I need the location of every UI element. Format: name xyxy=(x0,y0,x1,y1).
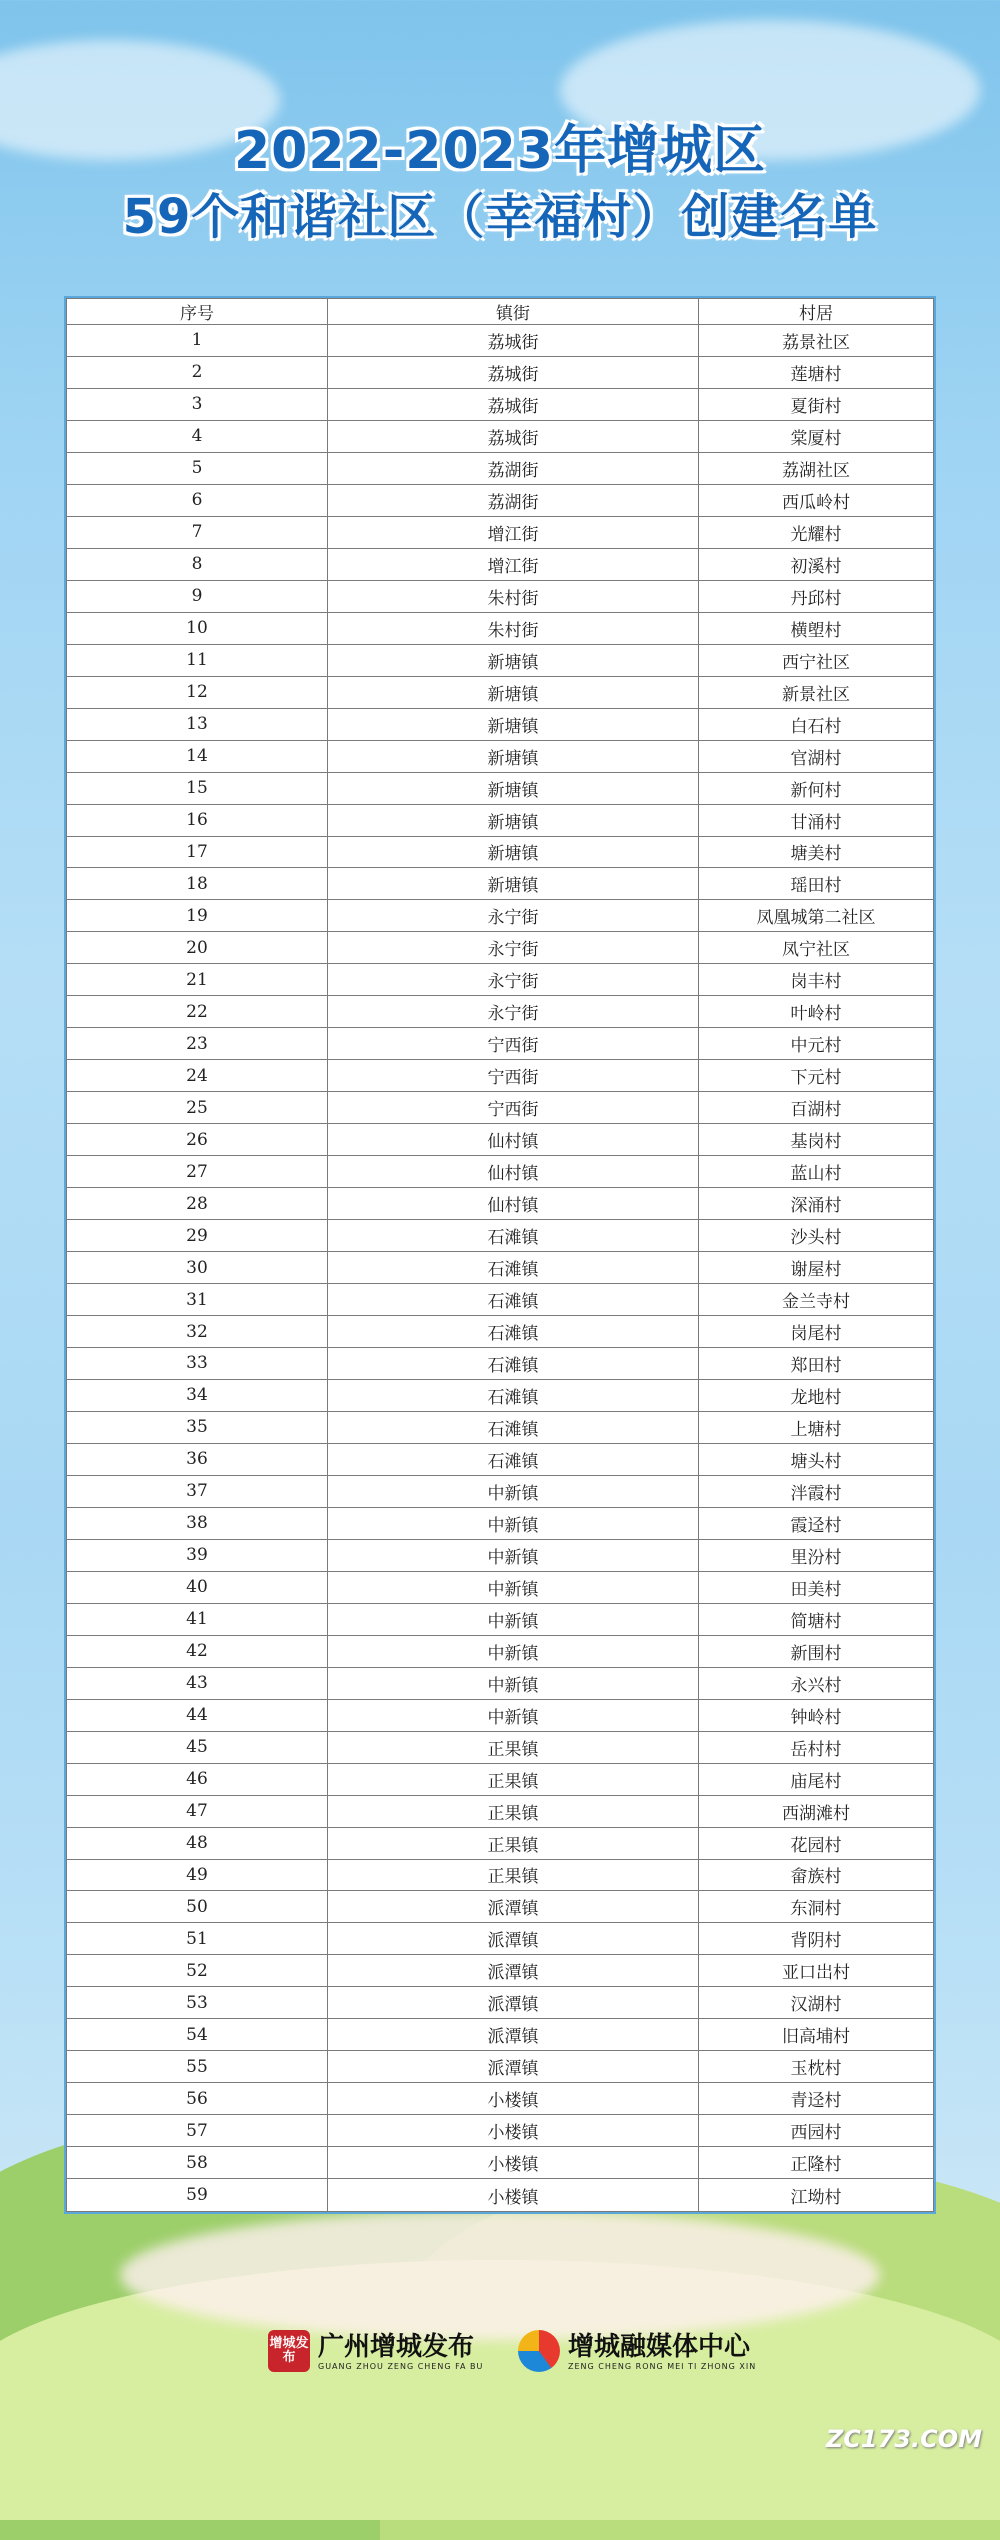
cell-town: 石滩镇 xyxy=(328,1284,699,1316)
cell-town: 中新镇 xyxy=(328,1699,699,1731)
cell-town: 朱村街 xyxy=(328,580,699,612)
cell-town: 中新镇 xyxy=(328,1667,699,1699)
cell-village: 背阴村 xyxy=(699,1923,934,1955)
cell-serial: 21 xyxy=(67,964,328,996)
title-line-1: 2022-2023年增城区 xyxy=(233,121,767,181)
table-row xyxy=(67,1859,934,1891)
cell-town: 派潭镇 xyxy=(328,1987,699,2019)
title-line-2: 59个和谐社区（幸福村）创建名单 xyxy=(122,189,878,245)
logo1-name: 广州增城发布 xyxy=(318,2331,475,2362)
cell-town: 宁西街 xyxy=(328,1060,699,1092)
cell-serial: 33 xyxy=(67,1348,328,1380)
table-row xyxy=(67,1891,934,1923)
cell-serial: 1 xyxy=(67,325,328,357)
cell-town: 增江街 xyxy=(328,516,699,548)
table-row xyxy=(67,868,934,900)
cell-town: 新塘镇 xyxy=(328,804,699,836)
cell-village: 里汾村 xyxy=(699,1539,934,1571)
cell-village: 深涌村 xyxy=(699,1188,934,1220)
cell-village: 东洞村 xyxy=(699,1891,934,1923)
cell-village: 新何村 xyxy=(699,772,934,804)
table-row xyxy=(67,612,934,644)
cell-village: 莲塘村 xyxy=(699,356,934,388)
cell-town: 正果镇 xyxy=(328,1859,699,1891)
cell-town: 石滩镇 xyxy=(328,1411,699,1443)
cell-town: 石滩镇 xyxy=(328,1316,699,1348)
cell-town: 永宁街 xyxy=(328,964,699,996)
cell-village: 百湖村 xyxy=(699,1092,934,1124)
cell-village: 西宁社区 xyxy=(699,644,934,676)
table-row xyxy=(67,1252,934,1284)
table-row xyxy=(67,1284,934,1316)
cell-town: 石滩镇 xyxy=(328,1220,699,1252)
cell-village: 沙头村 xyxy=(699,1220,934,1252)
cell-village: 新景社区 xyxy=(699,676,934,708)
cell-town: 小楼镇 xyxy=(328,2115,699,2147)
cell-village: 霞迳村 xyxy=(699,1507,934,1539)
table-row xyxy=(67,452,934,484)
zengcheng-release-logo xyxy=(268,2330,483,2372)
table-row xyxy=(67,1507,934,1539)
cell-town: 石滩镇 xyxy=(328,1379,699,1411)
cell-village: 西湖滩村 xyxy=(699,1795,934,1827)
cell-serial: 16 xyxy=(67,804,328,836)
cell-town: 石滩镇 xyxy=(328,1443,699,1475)
cell-town: 宁西街 xyxy=(328,1028,699,1060)
cell-town: 新塘镇 xyxy=(328,836,699,868)
cell-serial: 26 xyxy=(67,1124,328,1156)
table-row xyxy=(67,1955,934,1987)
cell-serial: 45 xyxy=(67,1731,328,1763)
cell-village: 金兰寺村 xyxy=(699,1284,934,1316)
cell-serial: 39 xyxy=(67,1539,328,1571)
cell-town: 荔城街 xyxy=(328,356,699,388)
cell-serial: 24 xyxy=(67,1060,328,1092)
table-row xyxy=(67,1316,934,1348)
cell-serial: 36 xyxy=(67,1443,328,1475)
swirl-logo-icon xyxy=(518,2330,560,2372)
table-row xyxy=(67,1156,934,1188)
cell-village: 棠厦村 xyxy=(699,420,934,452)
cell-village: 叶岭村 xyxy=(699,996,934,1028)
cell-serial: 50 xyxy=(67,1891,328,1923)
cell-town: 中新镇 xyxy=(328,1603,699,1635)
cell-serial: 10 xyxy=(67,612,328,644)
page-title xyxy=(0,118,1000,250)
table-row xyxy=(67,580,934,612)
table-row xyxy=(67,1379,934,1411)
table-row xyxy=(67,356,934,388)
cell-serial: 35 xyxy=(67,1411,328,1443)
cell-serial: 15 xyxy=(67,772,328,804)
table-row xyxy=(67,1092,934,1124)
table-row xyxy=(67,1220,934,1252)
table-row xyxy=(67,1795,934,1827)
cell-serial: 14 xyxy=(67,740,328,772)
cell-village: 荔景社区 xyxy=(699,325,934,357)
cell-town: 仙村镇 xyxy=(328,1188,699,1220)
cell-serial: 53 xyxy=(67,1987,328,2019)
table-row xyxy=(67,1923,934,1955)
table-row xyxy=(67,1699,934,1731)
cell-village: 汉湖村 xyxy=(699,1987,934,2019)
cell-village: 钟岭村 xyxy=(699,1699,934,1731)
cell-serial: 9 xyxy=(67,580,328,612)
cell-town: 派潭镇 xyxy=(328,1923,699,1955)
cell-town: 新塘镇 xyxy=(328,644,699,676)
cell-village: 中元村 xyxy=(699,1028,934,1060)
logo2-name: 增城融媒体中心 xyxy=(568,2331,751,2362)
table-row xyxy=(67,1411,934,1443)
cell-town: 中新镇 xyxy=(328,1475,699,1507)
table-row xyxy=(67,1348,934,1380)
cell-town: 正果镇 xyxy=(328,1763,699,1795)
cell-village: 旧高埔村 xyxy=(699,2019,934,2051)
table-row xyxy=(67,548,934,580)
watermark: ZC173.COM xyxy=(825,2425,982,2453)
cell-village: 正隆村 xyxy=(699,2147,934,2179)
table-row xyxy=(67,2147,934,2179)
cell-village: 谢屋村 xyxy=(699,1252,934,1284)
cell-serial: 13 xyxy=(67,708,328,740)
cell-village: 基岗村 xyxy=(699,1124,934,1156)
cell-village: 光耀村 xyxy=(699,516,934,548)
table-body xyxy=(67,325,934,2212)
cell-village: 凤宁社区 xyxy=(699,932,934,964)
cell-serial: 2 xyxy=(67,356,328,388)
cell-serial: 56 xyxy=(67,2083,328,2115)
cell-town: 石滩镇 xyxy=(328,1252,699,1284)
table-row xyxy=(67,1635,934,1667)
table-row xyxy=(67,1060,934,1092)
cell-town: 荔城街 xyxy=(328,420,699,452)
cell-town: 派潭镇 xyxy=(328,1955,699,1987)
cell-village: 初溪村 xyxy=(699,548,934,580)
cell-village: 下元村 xyxy=(699,1060,934,1092)
cell-serial: 32 xyxy=(67,1316,328,1348)
cell-town: 荔湖街 xyxy=(328,452,699,484)
table-row xyxy=(67,996,934,1028)
cell-serial: 55 xyxy=(67,2051,328,2083)
cell-village: 永兴村 xyxy=(699,1667,934,1699)
cell-village: 泮霞村 xyxy=(699,1475,934,1507)
cell-town: 荔湖街 xyxy=(328,484,699,516)
table-row xyxy=(67,388,934,420)
table-row xyxy=(67,1571,934,1603)
cell-village: 青迳村 xyxy=(699,2083,934,2115)
cell-village: 丹邱村 xyxy=(699,580,934,612)
cell-town: 中新镇 xyxy=(328,1571,699,1603)
cell-town: 宁西街 xyxy=(328,1092,699,1124)
cell-serial: 40 xyxy=(67,1571,328,1603)
cell-serial: 22 xyxy=(67,996,328,1028)
cell-town: 荔城街 xyxy=(328,325,699,357)
table-row xyxy=(67,772,934,804)
cell-town: 石滩镇 xyxy=(328,1348,699,1380)
table-row xyxy=(67,1028,934,1060)
cell-town: 正果镇 xyxy=(328,1795,699,1827)
cell-serial: 41 xyxy=(67,1603,328,1635)
table-row xyxy=(67,1827,934,1859)
cell-serial: 34 xyxy=(67,1379,328,1411)
cell-village: 夏街村 xyxy=(699,388,934,420)
cell-town: 派潭镇 xyxy=(328,1891,699,1923)
cell-town: 新塘镇 xyxy=(328,708,699,740)
table-row xyxy=(67,2115,934,2147)
logo2-pinyin: ZENG CHENG RONG MEI TI ZHONG XIN xyxy=(568,2361,757,2371)
cell-village: 塘头村 xyxy=(699,1443,934,1475)
cell-town: 小楼镇 xyxy=(328,2083,699,2115)
cell-village: 凤凰城第二社区 xyxy=(699,900,934,932)
table-row xyxy=(67,2179,934,2212)
cell-village: 庙尾村 xyxy=(699,1763,934,1795)
cell-serial: 42 xyxy=(67,1635,328,1667)
cell-serial: 23 xyxy=(67,1028,328,1060)
cell-serial: 54 xyxy=(67,2019,328,2051)
cell-serial: 58 xyxy=(67,2147,328,2179)
cell-village: 荔湖社区 xyxy=(699,452,934,484)
table-row xyxy=(67,516,934,548)
cell-village: 岗尾村 xyxy=(699,1316,934,1348)
cell-village: 官湖村 xyxy=(699,740,934,772)
cell-town: 朱村街 xyxy=(328,612,699,644)
cell-serial: 38 xyxy=(67,1507,328,1539)
cell-serial: 11 xyxy=(67,644,328,676)
cell-town: 永宁街 xyxy=(328,996,699,1028)
cell-serial: 30 xyxy=(67,1252,328,1284)
cell-village: 塘美村 xyxy=(699,836,934,868)
cell-village: 岳村村 xyxy=(699,1731,934,1763)
footer xyxy=(0,2330,1000,2400)
cell-serial: 59 xyxy=(67,2179,328,2212)
table-row xyxy=(67,1731,934,1763)
table-row xyxy=(67,836,934,868)
cell-town: 仙村镇 xyxy=(328,1156,699,1188)
cell-village: 龙地村 xyxy=(699,1379,934,1411)
cell-town: 新塘镇 xyxy=(328,772,699,804)
cell-serial: 8 xyxy=(67,548,328,580)
cell-village: 甘涌村 xyxy=(699,804,934,836)
cell-village: 横塱村 xyxy=(699,612,934,644)
cell-village: 西园村 xyxy=(699,2115,934,2147)
cell-serial: 17 xyxy=(67,836,328,868)
header-village: 村居 xyxy=(699,299,934,325)
cell-serial: 28 xyxy=(67,1188,328,1220)
table-row xyxy=(67,325,934,357)
table-row xyxy=(67,1443,934,1475)
cell-town: 派潭镇 xyxy=(328,2051,699,2083)
cell-serial: 27 xyxy=(67,1156,328,1188)
cell-serial: 29 xyxy=(67,1220,328,1252)
cell-serial: 46 xyxy=(67,1763,328,1795)
cell-village: 新围村 xyxy=(699,1635,934,1667)
cell-village: 西瓜岭村 xyxy=(699,484,934,516)
cell-town: 仙村镇 xyxy=(328,1124,699,1156)
cell-village: 蓝山村 xyxy=(699,1156,934,1188)
cell-serial: 47 xyxy=(67,1795,328,1827)
cell-serial: 25 xyxy=(67,1092,328,1124)
cell-serial: 4 xyxy=(67,420,328,452)
logo1-pinyin: GUANG ZHOU ZENG CHENG FA BU xyxy=(318,2361,484,2371)
cell-village: 瑶田村 xyxy=(699,868,934,900)
table-row xyxy=(67,804,934,836)
cell-town: 中新镇 xyxy=(328,1635,699,1667)
table-row xyxy=(67,932,934,964)
cell-village: 畲族村 xyxy=(699,1859,934,1891)
cell-town: 派潭镇 xyxy=(328,2019,699,2051)
table-row xyxy=(67,1667,934,1699)
cell-serial: 18 xyxy=(67,868,328,900)
cell-serial: 31 xyxy=(67,1284,328,1316)
cell-village: 玉枕村 xyxy=(699,2051,934,2083)
table-row xyxy=(67,484,934,516)
cell-serial: 48 xyxy=(67,1827,328,1859)
cell-village: 花园村 xyxy=(699,1827,934,1859)
list-table xyxy=(64,296,936,2214)
table-row xyxy=(67,900,934,932)
cell-town: 中新镇 xyxy=(328,1507,699,1539)
cell-town: 荔城街 xyxy=(328,388,699,420)
cell-town: 增江街 xyxy=(328,548,699,580)
cell-village: 亚口岀村 xyxy=(699,1955,934,1987)
cell-village: 岗丰村 xyxy=(699,964,934,996)
cell-town: 小楼镇 xyxy=(328,2179,699,2212)
cell-serial: 52 xyxy=(67,1955,328,1987)
cell-village: 上塘村 xyxy=(699,1411,934,1443)
cell-serial: 19 xyxy=(67,900,328,932)
table-row xyxy=(67,1987,934,2019)
table-row xyxy=(67,1603,934,1635)
cell-village: 田美村 xyxy=(699,1571,934,1603)
table-row xyxy=(67,420,934,452)
cell-serial: 12 xyxy=(67,676,328,708)
cell-village: 简塘村 xyxy=(699,1603,934,1635)
table-row xyxy=(67,1475,934,1507)
header-serial: 序号 xyxy=(67,299,328,325)
cell-town: 新塘镇 xyxy=(328,868,699,900)
cell-serial: 5 xyxy=(67,452,328,484)
cell-serial: 43 xyxy=(67,1667,328,1699)
cell-serial: 44 xyxy=(67,1699,328,1731)
table-row xyxy=(67,2019,934,2051)
cell-town: 正果镇 xyxy=(328,1827,699,1859)
cell-town: 中新镇 xyxy=(328,1539,699,1571)
cell-serial: 20 xyxy=(67,932,328,964)
table-row xyxy=(67,964,934,996)
cell-serial: 6 xyxy=(67,484,328,516)
cell-town: 永宁街 xyxy=(328,900,699,932)
table-row xyxy=(67,676,934,708)
blossom-decoration xyxy=(120,2210,880,2340)
table-row xyxy=(67,740,934,772)
cell-village: 郑田村 xyxy=(699,1348,934,1380)
table-row xyxy=(67,1539,934,1571)
cell-village: 江坳村 xyxy=(699,2179,934,2212)
table-row xyxy=(67,708,934,740)
header-town: 镇街 xyxy=(328,299,699,325)
cell-serial: 3 xyxy=(67,388,328,420)
cell-town: 永宁街 xyxy=(328,932,699,964)
table-header-row xyxy=(67,299,934,325)
cell-town: 新塘镇 xyxy=(328,676,699,708)
cell-town: 新塘镇 xyxy=(328,740,699,772)
cell-serial: 57 xyxy=(67,2115,328,2147)
cell-serial: 49 xyxy=(67,1859,328,1891)
table-row xyxy=(67,2083,934,2115)
media-center-logo xyxy=(518,2330,756,2372)
cell-town: 正果镇 xyxy=(328,1731,699,1763)
table-row xyxy=(67,1763,934,1795)
cell-town: 小楼镇 xyxy=(328,2147,699,2179)
table-row xyxy=(67,2051,934,2083)
table-row xyxy=(67,1124,934,1156)
cell-serial: 37 xyxy=(67,1475,328,1507)
table-row xyxy=(67,1188,934,1220)
cell-serial: 7 xyxy=(67,516,328,548)
cell-village: 白石村 xyxy=(699,708,934,740)
cell-serial: 51 xyxy=(67,1923,328,1955)
table-row xyxy=(67,644,934,676)
seal-icon: 增城发布 xyxy=(268,2330,310,2372)
